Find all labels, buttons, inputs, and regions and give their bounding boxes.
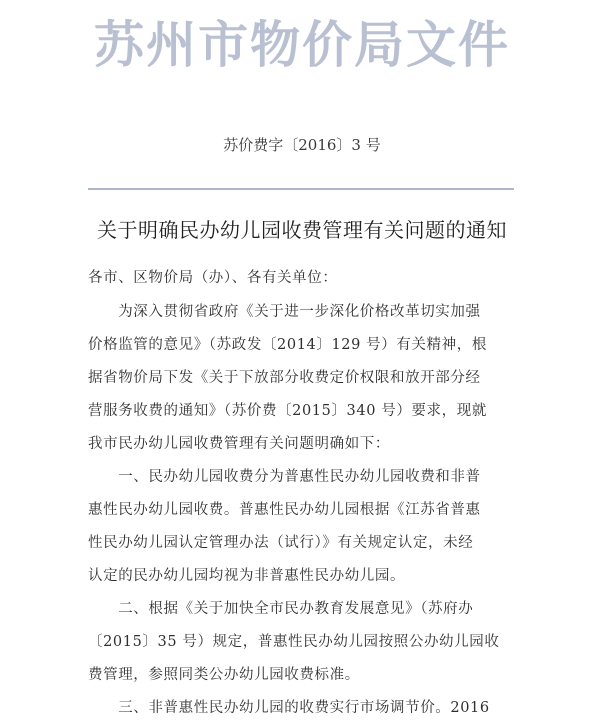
- document-title: 关于明确民办幼儿园收费管理有关问题的通知: [97, 218, 507, 242]
- header-divider: [88, 188, 514, 190]
- document-number: 苏价费字〔2016〕3 号: [223, 136, 381, 154]
- body-line: 三、非普惠性民办幼儿园的收费实行市场调节价。2016: [88, 700, 490, 716]
- document-header-title: 苏州市物价局文件: [94, 16, 510, 74]
- body-line: 性民办幼儿园认定管理办法（试行）》有关规定认定，未经: [88, 535, 474, 551]
- body-line: 费管理，参照同类公办幼儿园收费标准。: [88, 667, 360, 683]
- body-line: 认定的民办幼儿园均视为非普惠性民办幼儿园。: [88, 568, 406, 584]
- body-line: 各市、区物价局（办）、各有关单位：: [88, 270, 338, 286]
- body-line: 二、根据《关于加快全市民办教育发展意见》（苏府办: [88, 601, 474, 617]
- body-line: 据省物价局下发《关于下放部分收费定价权限和放开部分经: [88, 370, 481, 386]
- body-line: 为深入贯彻省政府《关于进一步深化价格改革切实加强: [88, 304, 481, 320]
- body-line: 惠性民办幼儿园收费。普惠性民办幼儿园根据《江苏省普惠: [88, 502, 481, 518]
- body-line: 一、民办幼儿园收费分为普惠性民办幼儿园收费和非普: [88, 469, 481, 485]
- body-line: 营服务收费的通知》（苏价费〔2015〕340 号）要求，现就: [88, 403, 487, 419]
- body-line: 〔2015〕35 号）规定，普惠性民办幼儿园按照公办幼儿园收: [88, 634, 500, 650]
- body-line: 我市民办幼儿园收费管理有关问题明确如下：: [88, 436, 390, 452]
- body-line: 价格监管的意见》（苏政发〔2014〕129 号）有关精神，根: [88, 337, 487, 353]
